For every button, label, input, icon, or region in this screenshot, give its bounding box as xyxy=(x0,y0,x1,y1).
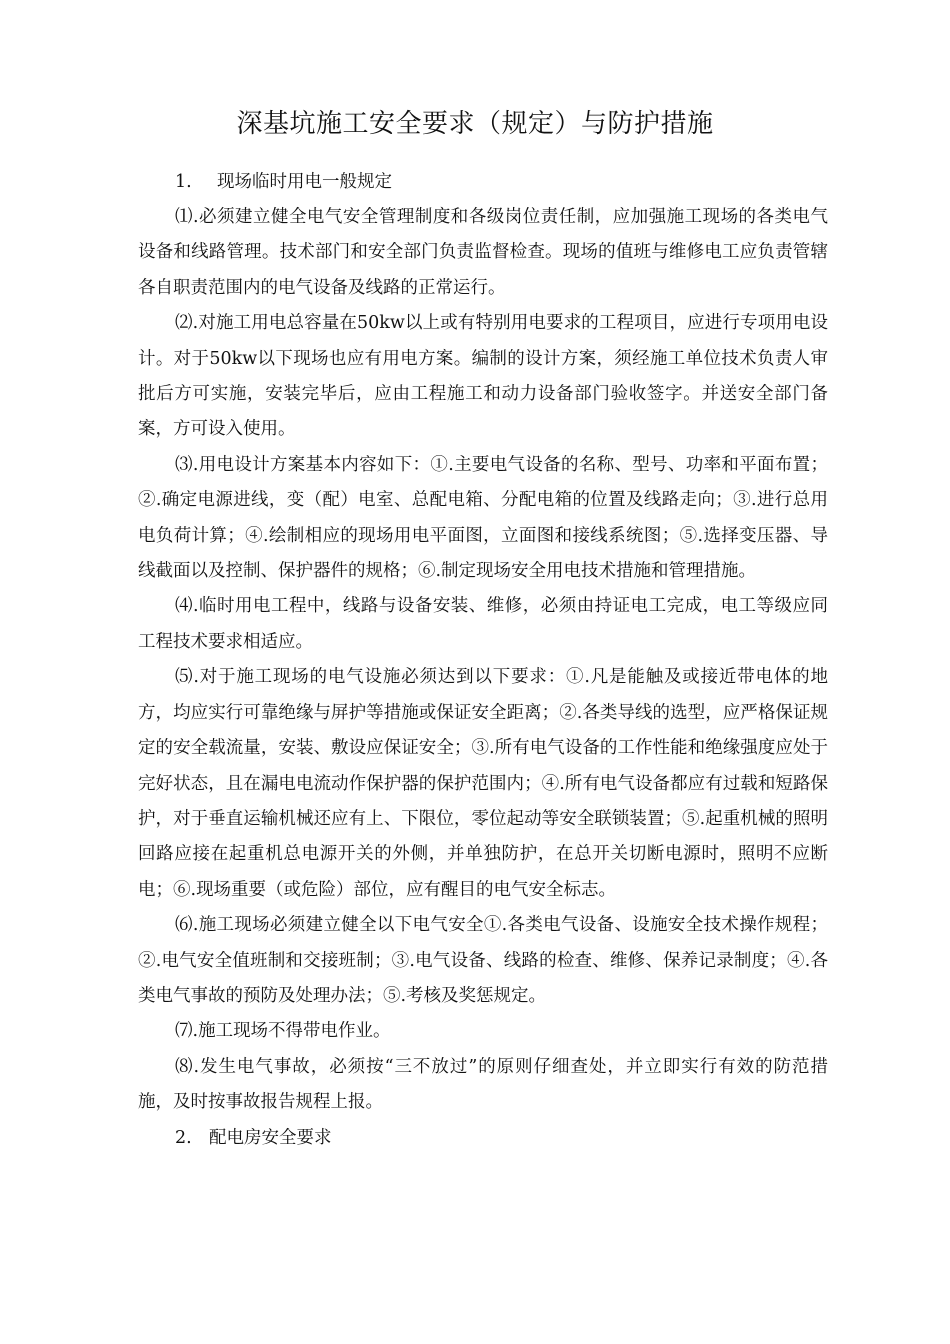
section-number: 2. xyxy=(175,1127,192,1148)
paragraph-4: ⑷.临时用电工程中，线路与设备安装、维修，必须由持证电工完成，电工等级应同工程技术要求相适应。 xyxy=(138,596,828,652)
paragraph-3: ⑶.用电设计方案基本内容如下：①.主要电气设备的名称、型号、功率和平面布置；②.确定电源进线，变（配）电室、总配电箱、分配电箱的位置及线路走向；③.进行总用电负荷计算；④.绘制相应的现场用电平面图，立面图和接线系统图；⑤.选择变压器、导线截面以及控制、保护器件的规格；⑥.制定现场安全用电技术措施和管理措施。 xyxy=(138,454,828,582)
paragraph-8: ⑻.发生电气事故，必须按“三不放过”的原则仔细查处，并立即实行有效的防范措施，及时按事故报告规程上报。 xyxy=(138,1056,828,1113)
section-heading-1 xyxy=(138,165,828,200)
section-heading-2 xyxy=(138,1121,828,1156)
paragraph-6: ⑹.施工现场必须建立健全以下电气安全①.各类电气设备、设施安全技术操作规程；②.电气安全值班制和交接班制；③.电气设备、线路的检查、维修、保养记录制度；④.各类电气事故的预防及处理办法；⑤.考核及奖惩规定。 xyxy=(138,915,828,1006)
paragraph-5: ⑸.对于施工现场的电气设施必须达到以下要求：①.凡是能触及或接近带电体的地方，均应实行可靠绝缘与屏护等措施或保证安全距离；②.各类导线的选型，应严格保证规定的安全载流量，安装、敷设应保证安全；③.所有电气设备的工作性能和绝缘强度应处于完好状态，且在漏电电流动作保护器的保护范围内；④.所有电气设备都应有过载和短路保护，对于垂直运输机械还应有上、下限位，零位起动等安全联锁装置；⑤.起重机械的照明回路应接在起重机总电源开关的外侧，并单独防护，在总开关切断电源时，照明不应断电；⑥.现场重要（或危险）部位，应有醒目的电气安全标志。 xyxy=(138,667,828,900)
section-title: 现场临时用电一般规定 xyxy=(217,172,392,192)
paragraph-2: ⑵.对施工用电总容量在50kw以上或有特别用电要求的工程项目，应进行专项用电设计。对于50kw以下现场也应有用电方案。编制的设计方案，须经施工单位技术负责人审批后方可实施，安装完毕后，应由工程施工和动力设备部门验收签字。并送安全部门备案，方可设入使用。 xyxy=(138,313,828,440)
paragraph-1: ⑴.必须建立健全电气安全管理制度和各级岗位责任制，应加强施工现场的各类电气设备和线路管理。技术部门和安全部门负责监督检查。现场的值班与维修电工应负责管辖各自职责范围内的电气设备及线路的正常运行。 xyxy=(138,207,828,298)
document-body xyxy=(138,165,828,1156)
section-title: 配电房安全要求 xyxy=(209,1127,332,1148)
document-title: 深基坑施工安全要求（规定）与防护措施 xyxy=(236,109,714,139)
section-number: 1. xyxy=(175,172,192,192)
paragraph-7: ⑺.施工现场不得带电作业。 xyxy=(175,1021,391,1042)
